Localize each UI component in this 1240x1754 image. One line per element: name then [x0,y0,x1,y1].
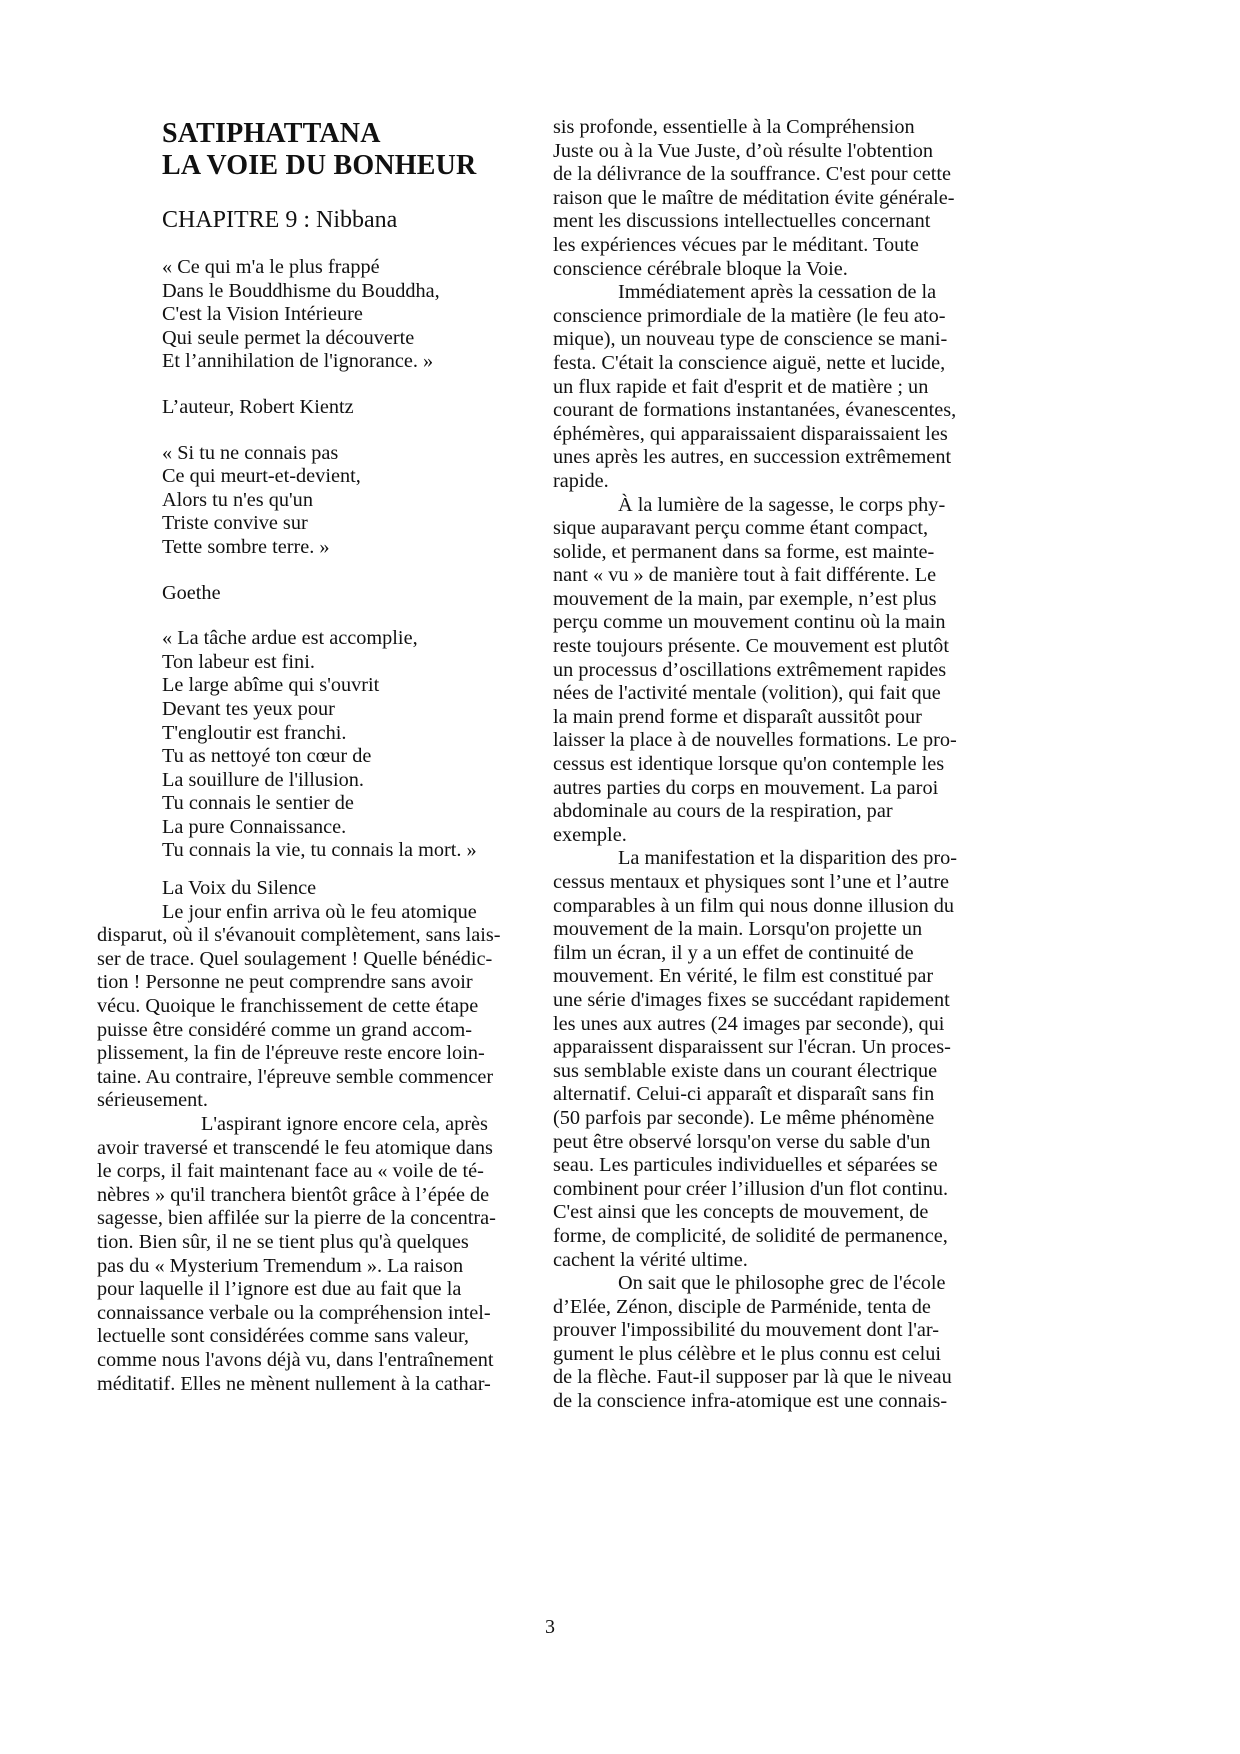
paragraph-line: sérieusement. [97,1089,208,1112]
epigraph-3 [162,627,545,863]
paragraph-line: la main prend forme et disparaît aussitôt pour [553,705,922,728]
paragraph-line: lectuelle sont considérées comme sans valeur, [97,1325,470,1348]
paragraph-line: sagesse, bien affilée sur la pierre de la concentra- [97,1207,496,1230]
paragraph-line: La manifestation et la disparition des pro- [618,847,958,870]
paragraph-line: Juste ou à la Vue Juste, d’où résulte l'obtention [553,139,934,162]
paragraph-line: taine. Au contraire, l'épreuve semble commencer [97,1065,494,1088]
paragraph-line: tion. Bien sûr, il ne se tient plus qu'à quelques [97,1230,469,1253]
paragraph-line: de la flèche. Faut-il supposer par là que le niveau [553,1366,952,1389]
paragraph-line: cessus mentaux et physiques sont l’une et l’autre [553,871,949,893]
paragraph-line: nèbres » qu'il tranchera bientôt grâce à l’épée de [97,1183,490,1206]
left-column [97,118,545,1396]
paragraph-line: le corps, il fait maintenant face au « voile de té- [97,1160,484,1183]
paragraph-line: mouvement de la main, par exemple, n’est plus [553,587,937,610]
paragraph-line: prouver l'impossibilité du mouvement dont l'ar- [553,1319,939,1342]
paragraph-line: solide, et permanent dans sa forme, est mainte- [553,540,935,563]
paragraph-line: forme, de complicité, de solidité de permanence, [553,1224,948,1247]
epigraph-line: « Ce qui m'a le plus frappé [162,256,380,278]
paragraph-line: abdominale au cours de la respiration, par [553,800,893,823]
paragraph-line: conscience cérébrale bloque la Voie. [553,257,848,280]
paragraph-line: une série d'images fixes se succédant rapidement [553,988,950,1011]
paragraph-line: comme nous l'avons déjà vu, dans l'entraînement [97,1348,494,1371]
paragraph-line: sus semblable existe dans un courant électrique [553,1059,938,1082]
paragraph-line: un processus d’oscillations extrêmement rapides [553,658,947,681]
epigraph-line: Alors tu n'es qu'un [162,488,313,511]
body-paragraph [553,847,1013,1272]
paragraph-line: disparut, où il s'évanouit complètement, sans lais- [97,924,501,947]
epigraph-line: Qui seule permet la découverte [162,326,415,349]
paragraph-line: d’Elée, Zénon, disciple de Parménide, tenta de [553,1295,931,1318]
epigraph-line: Tu connais la vie, tu connais la mort. » [162,839,477,862]
document-title [162,118,545,182]
paragraph-line: ser de trace. Quel soulagement ! Quelle bénédic- [97,947,493,970]
paragraph-line: mique), un nouveau type de conscience se mani- [553,328,948,351]
paragraph-line: éphémères, qui apparaissaient disparaissaient les [553,422,948,445]
epigraph-line: Ce qui meurt-et-devient, [162,465,361,488]
paragraph-line: de la conscience infra-atomique est une connais- [553,1390,948,1413]
page-number: 3 [545,1616,555,1638]
epigraph-line: Le large abîme qui s'ouvrit [162,674,380,697]
paragraph-line: courant de formations instantanées, évanescentes, [553,399,957,422]
paragraph-line: reste toujours présente. Ce mouvement est plutôt [553,635,949,658]
paragraph-line: tion ! Personne ne peut comprendre sans avoir [97,971,473,994]
paragraph-line: pas du « Mysterium Tremendum ». La raison [97,1254,464,1277]
body-paragraph [553,116,1013,281]
paragraph-line: un flux rapide et fait d'esprit et de matière ; un [553,375,929,398]
paragraph-line: cessus est identique lorsque qu'on contemple les [553,753,945,776]
epigraph-line: Devant tes yeux pour [162,697,335,720]
paragraph-line: alternatif. Celui-ci apparaît et disparaît sans fin [553,1083,935,1106]
paragraph-line: C'est ainsi que les concepts de mouvement, de [553,1201,929,1224]
paragraph-line: méditatif. Elles ne mènent nullement à la cathar- [97,1372,491,1395]
paragraph-line: apparaissent disparaissent sur l'écran. Un proces- [553,1036,951,1059]
right-column [553,116,1013,1414]
paragraph-line: mouvement de la main. Lorsqu'on projette un [553,918,923,941]
title-line-2: LA VOIE DU BONHEUR [162,150,477,181]
epigraph-line: La pure Connaissance. [162,815,347,838]
epigraph-line: T'engloutir est franchi. [162,721,347,744]
epigraph-line: Tu connais le sentier de [162,792,354,815]
paragraph-line: unes après les autres, en succession extrêmement [553,446,952,469]
epigraph-2 [162,442,545,560]
epigraph-line: Dans le Bouddhisme du Bouddha, [162,279,440,302]
paragraph-line: perçu comme un mouvement continu où la main [553,611,946,634]
paragraph-line: rapide. [553,469,609,492]
epigraph-line: « La tâche ardue est accomplie, [162,627,418,650]
paragraph-line: conscience primordiale de la matière (le feu ato- [553,304,946,327]
paragraph-line: ment les discussions intellectuelles concernant [553,210,931,233]
paragraph-line: nées de l'activité mentale (volition), qui fait que [553,682,941,705]
paragraph-line: plissement, la fin de l'épreuve reste encore loin- [97,1042,485,1065]
body-paragraph [553,494,1013,848]
epigraph-1 [162,256,545,374]
paragraph-line: vécu. Quoique le franchissement de cette étape [97,995,479,1018]
paragraph-line: comparables à un film qui nous donne illusion du [553,894,955,917]
paragraph-line: les unes aux autres (24 images par seconde), qui [553,1012,945,1035]
paragraph-line: festa. C'était la conscience aiguë, nette et lucide, [553,351,946,374]
epigraph-line: « Si tu ne connais pas [162,441,339,464]
paragraph-line: film un écran, il y a un effet de continuité de [553,941,914,964]
paragraph-line: mouvement. En vérité, le film est constitué par [553,965,934,988]
epigraph-2-attribution: Goethe [162,581,221,604]
body-paragraph [97,1113,545,1396]
paragraph-line: connaissance verbale ou la compréhension intel- [97,1301,491,1324]
paragraph-line: laisser la place à de nouvelles formations. Le pro- [553,729,957,752]
epigraph-line: Et l’annihilation de l'ignorance. » [162,350,434,373]
body-paragraph [97,901,545,1113]
paragraph-line: L'aspirant ignore encore cela, après [201,1113,488,1135]
paragraph-line: pour laquelle il l’ignore est due au fait que la [97,1278,462,1301]
paragraph-line: avoir traversé et transcendé le feu atomique dans [97,1136,493,1159]
body-paragraph [553,1272,1013,1414]
paragraph-line: autres parties du corps en mouvement. La paroi [553,776,939,799]
paragraph-line: sique auparavant perçu comme étant compact, [553,517,929,540]
epigraph-line: C'est la Vision Intérieure [162,303,363,326]
epigraph-line: Tu as nettoyé ton cœur de [162,745,372,768]
paragraph-line: gument le plus célèbre et le plus connu est celui [553,1342,942,1365]
paragraph-line: sis profonde, essentielle à la Compréhension [553,116,915,138]
paragraph-line: seau. Les particules individuelles et séparées se [553,1154,938,1177]
paragraph-line: (50 parfois par seconde). Le même phénomène [553,1106,935,1129]
epigraph-line: Triste convive sur [162,512,308,535]
epigraph-line: La souillure de l'illusion. [162,768,364,791]
paragraph-line: puisse être considéré comme un grand accom- [97,1018,473,1041]
paragraph-line: nant « vu » de manière tout à fait différente. Le [553,564,937,587]
paragraph-line: combinent pour créer l’illusion d'un flot continu. [553,1177,949,1200]
title-line-1: SATIPHATTANA [162,118,381,149]
paragraph-line: cachent la vérité ultime. [553,1248,748,1271]
paragraph-line: On sait que le philosophe grec de l'école [618,1272,946,1295]
epigraph-3-attribution: La Voix du Silence [162,877,317,900]
paragraph-line: exemple. [553,823,627,846]
paragraph-line: les expériences vécues par le méditant. Toute [553,233,919,256]
epigraph-1-attribution: L’auteur, Robert Kientz [162,395,354,418]
body-paragraph [553,281,1013,493]
paragraph-line: À la lumière de la sagesse, le corps phy- [618,493,946,516]
epigraph-line: Ton labeur est fini. [162,650,315,673]
paragraph-line: Le jour enfin arriva où le feu atomique [162,900,477,923]
chapter-heading: CHAPITRE 9 : Nibbana [162,207,398,233]
paragraph-line: de la délivrance de la souffrance. C'est pour cette [553,163,952,186]
paragraph-line: Immédiatement après la cessation de la [618,281,937,304]
paragraph-line: raison que le maître de méditation évite générale- [553,186,955,209]
epigraph-line: Tette sombre terre. » [162,535,330,558]
paragraph-line: peut être observé lorsqu'on verse du sable d'un [553,1130,931,1153]
